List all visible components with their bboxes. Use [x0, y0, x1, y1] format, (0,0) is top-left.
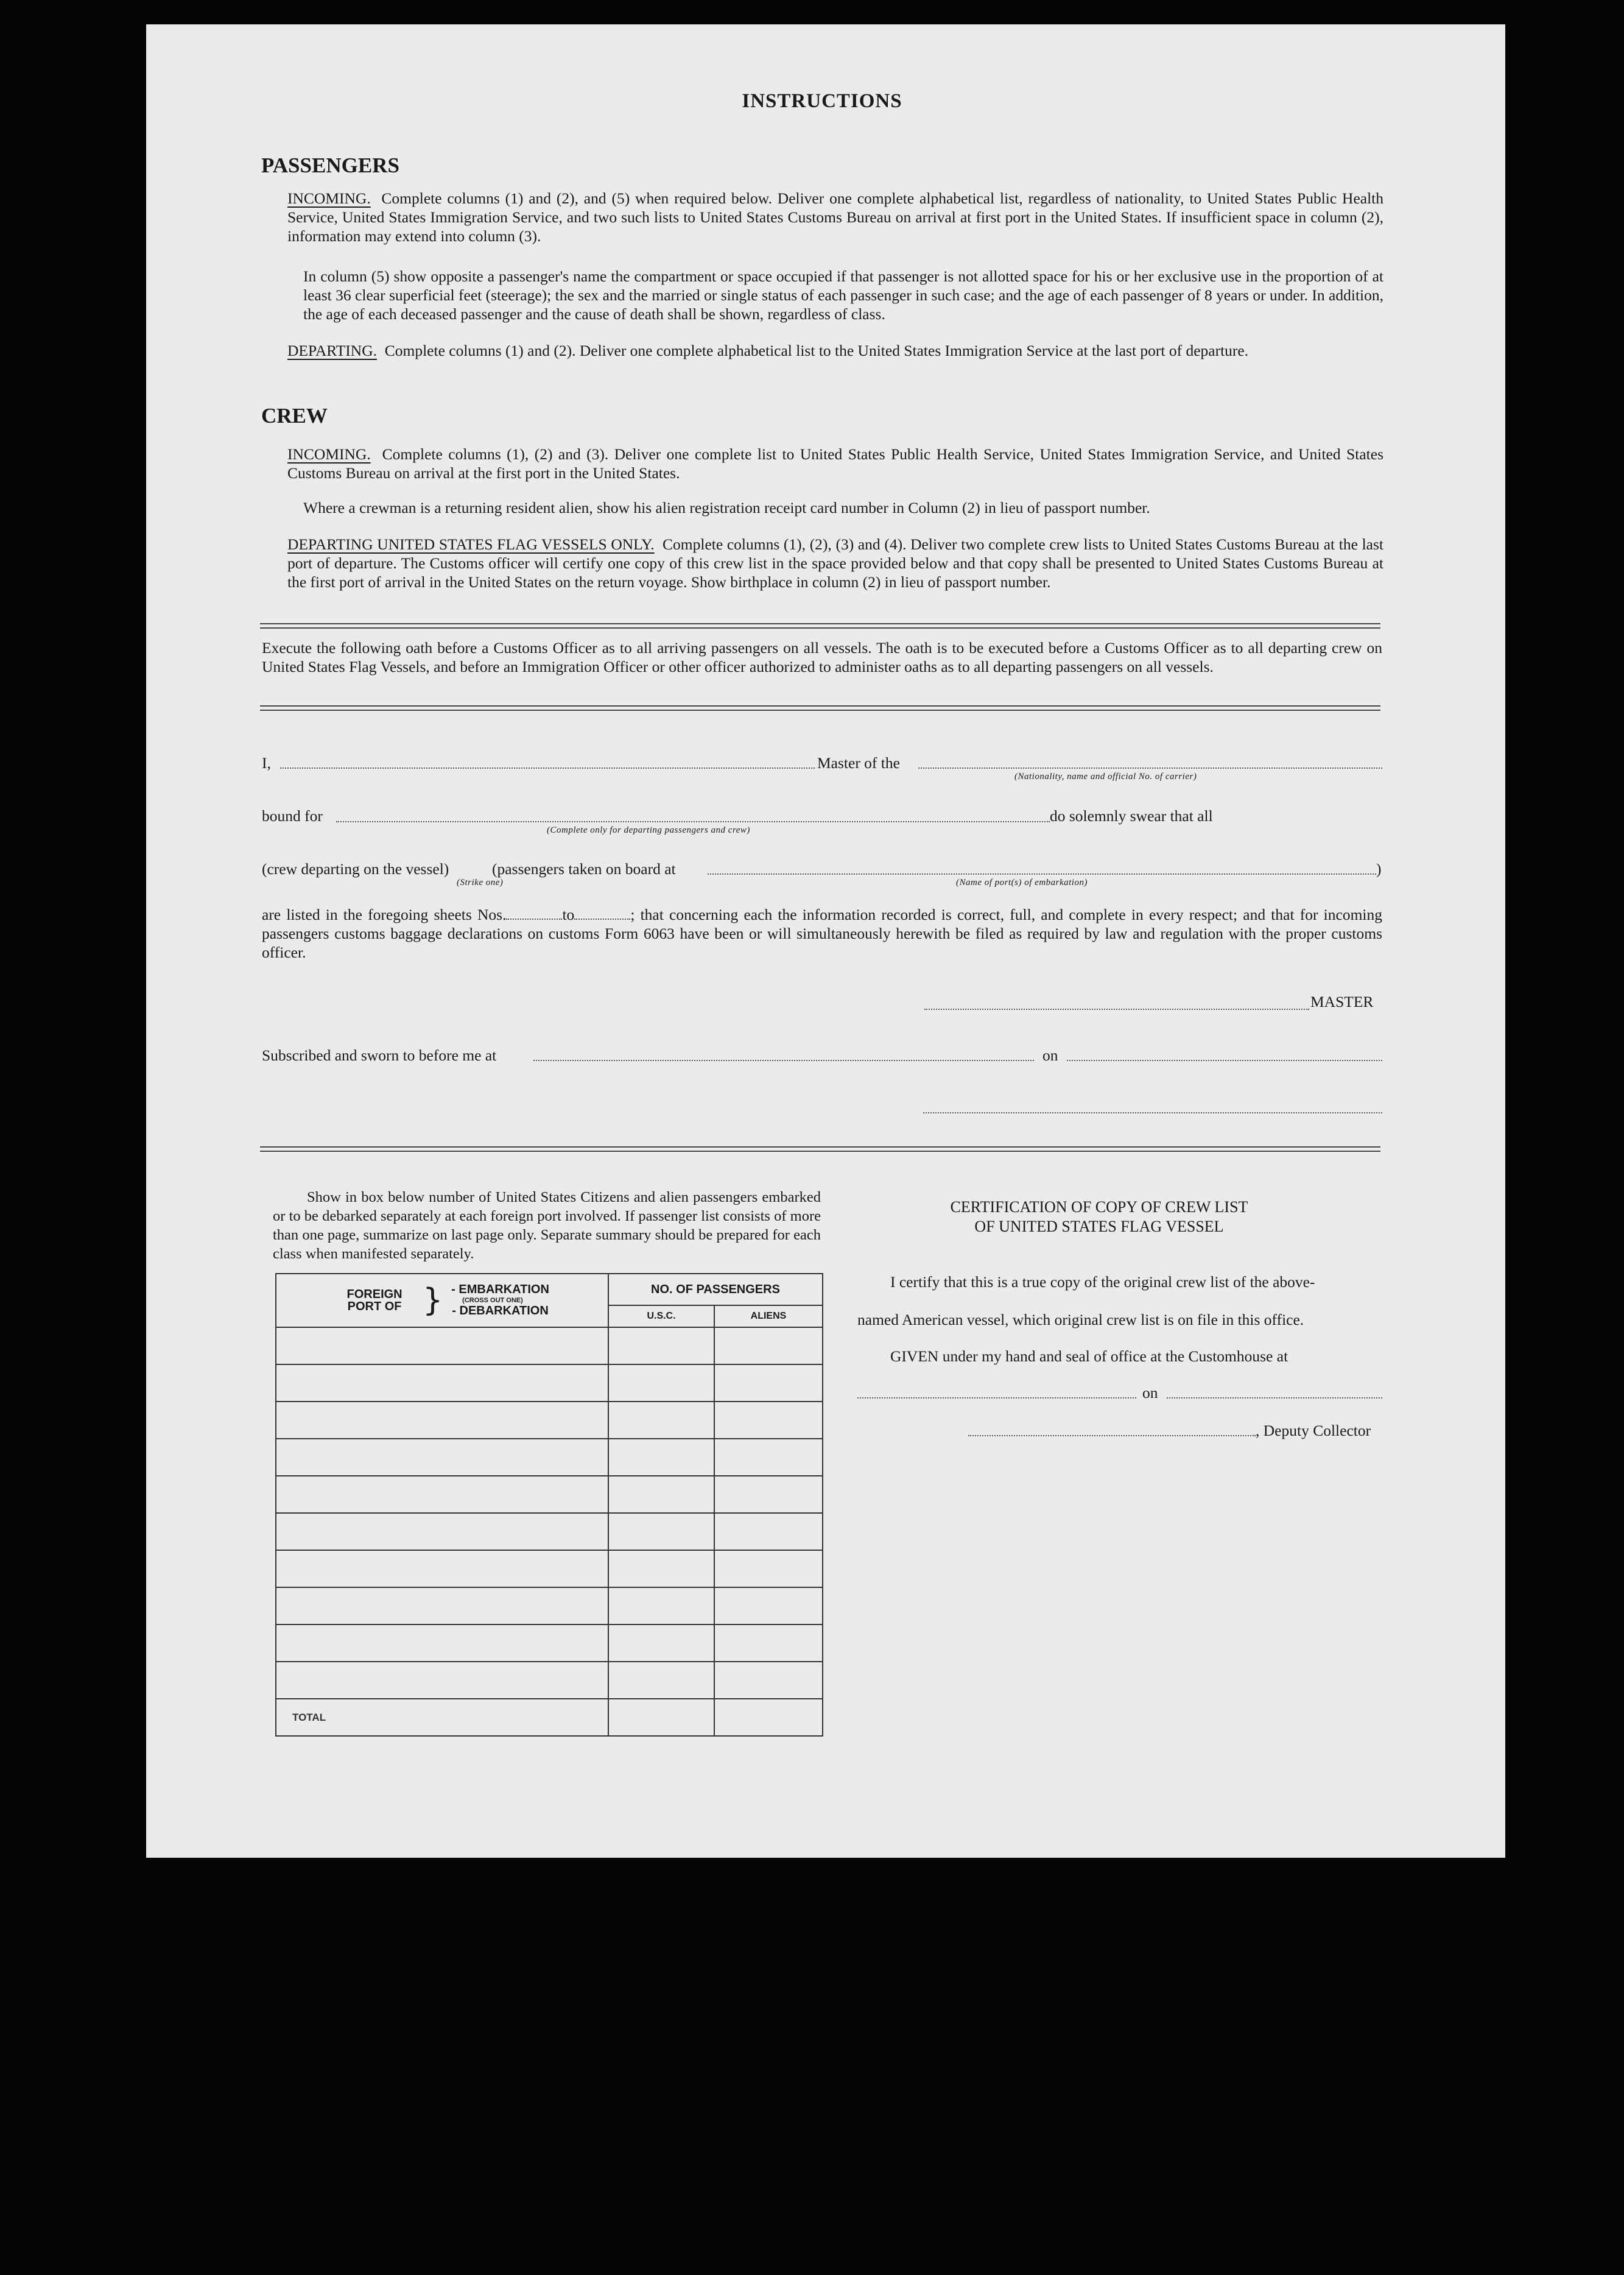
crew-incoming-text: Complete columns (1), (2) and (3). Deliver one complete list to United States Public Health Service, United States Immigration Service, and United States Customs Bureau on arrival at the first port in the United States.: [287, 445, 1383, 482]
table-row: [276, 1402, 823, 1439]
subscribed-label: Subscribed and sworn to before me at: [262, 1046, 497, 1064]
sheet-from-field[interactable]: [506, 919, 562, 920]
aliens-cell[interactable]: [714, 1624, 823, 1662]
aliens-cell[interactable]: [714, 1364, 823, 1402]
debarkation-option[interactable]: - DEBARKATION: [452, 1304, 549, 1317]
crew-departing: [287, 535, 1383, 591]
port-cell[interactable]: [276, 1513, 608, 1550]
bound-for-label: bound for: [262, 807, 323, 825]
table-row: [276, 1476, 823, 1513]
certify-line2: named American vessel, which original crew list is on file in this office.: [857, 1311, 1304, 1328]
aliens-cell[interactable]: [714, 1327, 823, 1364]
passengers-heading: PASSENGERS: [261, 153, 399, 177]
certify-line1: I certify that this is a true copy of the original crew list of the above-: [890, 1273, 1315, 1291]
carrier-caption: (Nationality, name and official No. of carrier): [1014, 772, 1197, 781]
crew-incoming: [287, 445, 1383, 482]
certification-on-label: on: [1142, 1384, 1158, 1402]
oath-intro: Execute the following oath before a Customs Officer as to all arriving passengers on all vessels. The oath is to be executed before a Customs Officer as to all departing crew on United States Flag Vessels, and before an Immigration Officer or other officer authorized to administer oaths as to all departing passengers on all vessels.: [262, 639, 1382, 675]
sheet-to-field[interactable]: [574, 919, 630, 920]
listed-statement-text: ; that concerning each the information recorded is correct, full, and complete in every respect; and that for incoming passengers customs baggage declarations on customs Form 6063 have been or will simultaneously herewith be filed as required by law and regulation with the proper customs officer.: [262, 906, 1382, 961]
crew-departing-text: Complete columns (1), (2), (3) and (4). Deliver two complete crew lists to United States Customs Bureau at the last port of departure. The Customs officer will certify one copy of this crew list in the space provided below and that copy shall be presented to United States Customs Bureau at the first port of arrival in the United States on the return voyage. Show birthplace in column (2) in lieu of passport number.: [287, 535, 1383, 591]
page-title: INSTRUCTIONS: [742, 90, 902, 112]
aliens-cell[interactable]: [714, 1402, 823, 1439]
aliens-cell[interactable]: [714, 1513, 823, 1550]
crew-departing-option[interactable]: (crew departing on the vessel): [262, 860, 449, 878]
master-label: MASTER: [1310, 993, 1374, 1011]
usc-cell[interactable]: [608, 1550, 714, 1587]
passengers-departing-label: DEPARTING.: [287, 342, 377, 359]
usc-cell[interactable]: [608, 1587, 714, 1624]
passenger-summary-table: [275, 1273, 823, 1737]
aliens-cell[interactable]: [714, 1587, 823, 1624]
passengers-incoming-text: Complete columns (1) and (2), and (5) when required below. Deliver one complete alphabetical list, regardless of nationality, to United States Public Health Service, United States Immigration Service, and two such lists to United States Customs Bureau on arrival at first port in the United States. If insufficient space in column (2), information may extend into column (3).: [287, 189, 1383, 245]
passengers-departing: [287, 341, 1383, 360]
certification-heading: [859, 1197, 1340, 1236]
usc-cell[interactable]: [608, 1327, 714, 1364]
bound-for-caption: (Complete only for departing passengers and crew): [547, 825, 750, 835]
table-row: [276, 1364, 823, 1402]
officer-signature-field[interactable]: [923, 1112, 1382, 1113]
no-of-passengers-header: NO. OF PASSENGERS: [608, 1274, 823, 1305]
master-name-field[interactable]: [280, 767, 815, 769]
cross-out-note: (CROSS OUT ONE): [462, 1297, 523, 1304]
embarkation-ports-field[interactable]: [708, 873, 1376, 875]
usc-cell[interactable]: [608, 1364, 714, 1402]
foreign-port-header: [276, 1274, 608, 1327]
master-of-the-label: Master of the: [817, 754, 900, 772]
aliens-cell[interactable]: [714, 1476, 823, 1513]
port-cell[interactable]: [276, 1476, 608, 1513]
carrier-field[interactable]: [918, 767, 1382, 769]
listed-sheets-label: are listed in the foregoing sheets Nos.: [262, 906, 507, 923]
usc-cell[interactable]: [608, 1624, 714, 1662]
crew-incoming-label: INCOMING.: [287, 445, 371, 463]
usc-cell[interactable]: [608, 1439, 714, 1476]
document-page: [146, 24, 1505, 1858]
close-paren: ): [1376, 860, 1382, 878]
oath-i-label: I,: [262, 754, 271, 772]
usc-cell[interactable]: [608, 1402, 714, 1439]
deputy-collector-label: , Deputy Collector: [1256, 1422, 1371, 1439]
summary-instructions: Show in box below number of United States Citizens and alien passengers embarked or to be debarked separately at each foreign port involved. If passenger list consists of more than one page, summarize on last page only. Separate summary should be prepared for each class when manifested separately.: [273, 1189, 821, 1262]
crew-departing-label: DEPARTING UNITED STATES FLAG VESSELS ONLY.: [287, 535, 655, 553]
usc-cell[interactable]: [608, 1662, 714, 1699]
total-row: [276, 1699, 823, 1736]
aliens-total-cell[interactable]: [714, 1699, 823, 1736]
ports-caption: (Name of port(s) of embarkation): [956, 878, 1088, 887]
foreign-port-label: FOREIGN PORT OF: [346, 1288, 402, 1313]
aliens-cell[interactable]: [714, 1550, 823, 1587]
usc-total-cell[interactable]: [608, 1699, 714, 1736]
usc-cell[interactable]: [608, 1513, 714, 1550]
listed-to-label: to: [562, 906, 575, 923]
table-row: [276, 1587, 823, 1624]
listed-statement: [262, 905, 1382, 962]
port-cell[interactable]: [276, 1402, 608, 1439]
oath-divider: [260, 705, 1380, 711]
brace-icon: }: [423, 1282, 443, 1319]
table-row: [276, 1550, 823, 1587]
aliens-header: ALIENS: [714, 1305, 823, 1327]
usc-header: U.S.C.: [608, 1305, 714, 1327]
port-cell[interactable]: [276, 1624, 608, 1662]
aliens-cell[interactable]: [714, 1439, 823, 1476]
section-divider: [260, 623, 1380, 629]
summary-divider: [260, 1146, 1380, 1152]
port-cell[interactable]: [276, 1550, 608, 1587]
table-row: [276, 1624, 823, 1662]
table-row: [276, 1327, 823, 1364]
port-cell[interactable]: [276, 1439, 608, 1476]
sworn-location-field[interactable]: [533, 1060, 1034, 1061]
aliens-cell[interactable]: [714, 1662, 823, 1699]
swear-label: do solemnly swear that all: [1050, 807, 1213, 825]
crew-heading: CREW: [261, 404, 328, 428]
passengers-departing-text: Complete columns (1) and (2). Deliver one complete alphabetical list to the United States Immigration Service at the last port of departure.: [384, 342, 1249, 359]
table-row: [276, 1662, 823, 1699]
bound-for-field[interactable]: [336, 821, 1050, 822]
passengers-column5: In column (5) show opposite a passenger's name the compartment or space occupied if that passenger is not allotted space for his or her exclusive use in the proportion of at least 36 clear superficial feet (steerage); the sex and the married or single status of each passenger in such case; and the age of each passenger of 8 years or under. In addition, the age of each deceased passenger and the cause of death shall be shown, regardless of class.: [303, 267, 1383, 323]
given-line: GIVEN under my hand and seal of office at the Customhouse at: [890, 1347, 1288, 1365]
passengers-taken-option[interactable]: (passengers taken on board at: [492, 860, 676, 878]
certification-date-field[interactable]: [1167, 1397, 1382, 1399]
total-label: TOTAL: [276, 1699, 608, 1736]
master-signature-field[interactable]: [924, 1009, 1309, 1010]
port-cell[interactable]: [276, 1662, 608, 1699]
port-cell[interactable]: [276, 1327, 608, 1364]
customhouse-field[interactable]: [857, 1397, 1136, 1399]
table-row: [276, 1439, 823, 1476]
usc-cell[interactable]: [608, 1476, 714, 1513]
table-row: [276, 1513, 823, 1550]
port-cell[interactable]: [276, 1587, 608, 1624]
passengers-incoming: [287, 189, 1383, 245]
sworn-on-label: on: [1042, 1046, 1058, 1064]
certification-heading-line2: OF UNITED STATES FLAG VESSEL: [974, 1218, 1224, 1235]
sworn-date-field[interactable]: [1067, 1060, 1382, 1061]
embarkation-option[interactable]: - EMBARKATION: [451, 1283, 549, 1296]
deputy-signature-field[interactable]: [968, 1435, 1256, 1436]
port-cell[interactable]: [276, 1364, 608, 1402]
passengers-incoming-label: INCOMING.: [287, 189, 371, 207]
strike-one-caption: (Strike one): [457, 878, 504, 887]
crew-resident-note: Where a crewman is a returning resident alien, show his alien registration receipt card number in Column (2) in lieu of passport number.: [303, 499, 1150, 517]
certification-heading-line1: CERTIFICATION OF COPY OF CREW LIST: [950, 1198, 1248, 1216]
